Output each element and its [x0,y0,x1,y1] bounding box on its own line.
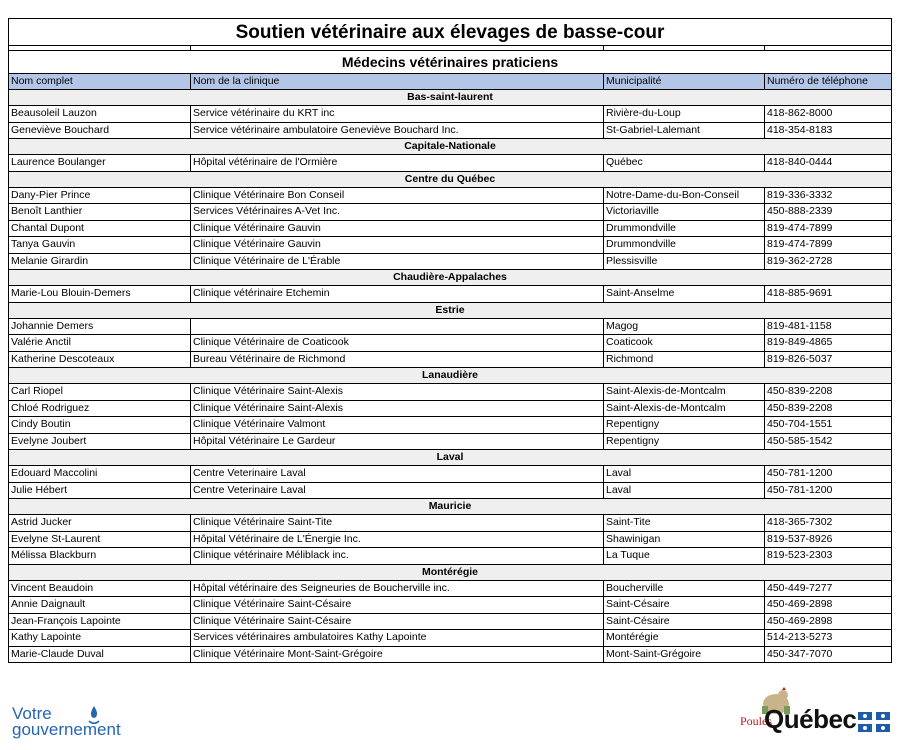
cell-municipality: Richmond [604,351,765,368]
cell-name: Dany-Pier Prince [9,187,191,204]
cell-phone: 450-781-1200 [765,466,892,483]
table-row [9,482,892,499]
cell-municipality: Saint-Tite [604,515,765,532]
cell-phone: 418-365-7302 [765,515,892,532]
title-row [9,19,892,46]
cell-clinic: Hôpital vétérinaire des Seigneuries de Boucherville inc. [191,580,604,597]
cell-name: Chantal Dupont [9,220,191,237]
cell-name: Annie Daignault [9,597,191,614]
table-row [9,204,892,221]
cell-name: Marie-Claude Duval [9,646,191,663]
cell-name: Katherine Descoteaux [9,351,191,368]
cell-municipality: Québec [604,155,765,172]
cell-municipality: Drummondville [604,220,765,237]
table-row [9,187,892,204]
cell-phone: 450-704-1551 [765,417,892,434]
cell-municipality: Saint-Anselme [604,286,765,303]
section-subtitle: Médecins vétérinaires praticiens [9,51,892,74]
poules-badge: Poules [740,714,773,728]
cell-municipality: Saint-Alexis-de-Montcalm [604,384,765,401]
cell-clinic: Services vétérinaires ambulatoires Kathy Lapointe [191,630,604,647]
cell-clinic: Clinique Vétérinaire Valmont [191,417,604,434]
cell-clinic: Clinique Vétérinaire Saint-Alexis [191,384,604,401]
document-title: Soutien vétérinaire aux élevages de basse-cour [9,19,892,46]
cell-phone: 450-469-2898 [765,597,892,614]
cell-clinic: Clinique Vétérinaire de Coaticook [191,335,604,352]
cell-phone: 819-362-2728 [765,253,892,270]
cell-clinic: Bureau Vétérinaire de Richmond [191,351,604,368]
region-name: Bas-saint-laurent [9,90,892,106]
cell-name: Beausoleil Lauzon [9,106,191,123]
cell-name: Kathy Lapointe [9,630,191,647]
cell-phone: 418-885-9691 [765,286,892,303]
cell-phone: 819-474-7899 [765,220,892,237]
table-row [9,155,892,172]
cell-municipality: La Tuque [604,548,765,565]
region-name: Chaudière-Appalaches [9,270,892,286]
region-name: Mauricie [9,499,892,515]
table-row [9,597,892,614]
region-name: Montérégie [9,564,892,580]
region-header-row [9,139,892,155]
table-row [9,286,892,303]
table-row [9,400,892,417]
region-header-row [9,564,892,580]
cell-clinic: Clinique Vétérinaire Mont-Saint-Grégoire [191,646,604,663]
cell-clinic: Clinique Vétérinaire Bon Conseil [191,187,604,204]
cell-municipality: Montérégie [604,630,765,647]
table-row [9,106,892,123]
cell-name: Melanie Girardin [9,253,191,270]
votre-gouvernement-logo [12,705,152,741]
region-name: Estrie [9,302,892,318]
table-row [9,515,892,532]
table-row [9,466,892,483]
cell-name: Carl Riopel [9,384,191,401]
cell-phone: 819-474-7899 [765,237,892,254]
quebec-flag-icon [858,712,890,732]
cell-clinic: Hôpital Vétérinaire Le Gardeur [191,433,604,450]
cell-name: Astrid Jucker [9,515,191,532]
cell-clinic: Clinique Vétérinaire Gauvin [191,237,604,254]
column-header-phone: Numéro de téléphone [765,74,892,90]
cell-phone: 450-347-7070 [765,646,892,663]
cell-clinic: Clinique vétérinaire Etchemin [191,286,604,303]
vet-directory-table [8,18,892,663]
table-row [9,580,892,597]
cell-municipality: Drummondville [604,237,765,254]
table-row [9,630,892,647]
column-header-clinic: Nom de la clinique [191,74,604,90]
table-row [9,548,892,565]
cell-name: Jean-François Lapointe [9,613,191,630]
column-header-municipality: Municipalité [604,74,765,90]
drop-leaf-icon [86,705,102,727]
cell-municipality: Saint-Césaire [604,613,765,630]
cell-municipality: Laval [604,466,765,483]
cell-phone: 450-888-2339 [765,204,892,221]
cell-municipality: Saint-Alexis-de-Montcalm [604,400,765,417]
region-name: Lanaudière [9,368,892,384]
column-header-name: Nom complet [9,74,191,90]
cell-name: Evelyne Joubert [9,433,191,450]
cell-name: Benoît Lanthier [9,204,191,221]
cell-name: Geneviève Bouchard [9,122,191,139]
cell-municipality: Shawinigan [604,531,765,548]
cell-municipality: Notre-Dame-du-Bon-Conseil [604,187,765,204]
cell-phone: 418-862-8000 [765,106,892,123]
cell-name: Tanya Gauvin [9,237,191,254]
cell-name: Evelyne St-Laurent [9,531,191,548]
logo-line-gouvernement: gouvernement [12,720,121,739]
region-header-row [9,499,892,515]
table-row [9,417,892,434]
cell-name: Mélissa Blackburn [9,548,191,565]
cell-phone: 819-849-4865 [765,335,892,352]
cell-municipality: Mont-Saint-Grégoire [604,646,765,663]
logo-line-votre: Votre [12,704,52,723]
region-header-row [9,90,892,106]
cell-clinic: Clinique Vétérinaire de L'Érable [191,253,604,270]
cell-phone: 514-213-5273 [765,630,892,647]
cell-phone: 819-336-3332 [765,187,892,204]
table-row [9,351,892,368]
cell-phone: 450-469-2898 [765,613,892,630]
region-header-row [9,171,892,187]
cell-municipality: Magog [604,318,765,335]
cell-phone: 819-537-8926 [765,531,892,548]
cell-name: Julie Hébert [9,482,191,499]
table-row [9,384,892,401]
table-row [9,531,892,548]
table-row [9,220,892,237]
cell-phone: 450-781-1200 [765,482,892,499]
region-header-row [9,450,892,466]
table-row [9,433,892,450]
region-header-row [9,368,892,384]
cell-clinic: Services Vétérinaires A-Vet Inc. [191,204,604,221]
cell-name: Edouard Maccolini [9,466,191,483]
cell-phone: 450-839-2208 [765,400,892,417]
cell-clinic: Centre Veterinaire Laval [191,466,604,483]
cell-phone: 450-449-7277 [765,580,892,597]
cell-phone: 819-523-2303 [765,548,892,565]
region-header-row [9,270,892,286]
cell-clinic: Clinique Vétérinaire Saint-Alexis [191,400,604,417]
cell-phone: 450-839-2208 [765,384,892,401]
cell-municipality: Saint-Césaire [604,597,765,614]
table-row [9,122,892,139]
cell-municipality: Repentigny [604,433,765,450]
table-row [9,237,892,254]
cell-phone: 450-585-1542 [765,433,892,450]
cell-name: Chloé Rodriguez [9,400,191,417]
cell-clinic [191,318,604,335]
table-row [9,646,892,663]
cell-phone: 819-826-5037 [765,351,892,368]
column-header-row [9,74,892,90]
table-row [9,613,892,630]
cell-municipality: Repentigny [604,417,765,434]
cell-clinic: Clinique Vétérinaire Saint-Tite [191,515,604,532]
cell-clinic: Clinique Vétérinaire Gauvin [191,220,604,237]
table-row [9,335,892,352]
cell-name: Marie-Lou Blouin-Demers [9,286,191,303]
cell-clinic: Clinique Vétérinaire Saint-Césaire [191,597,604,614]
cell-name: Johannie Demers [9,318,191,335]
cell-clinic: Service vétérinaire du KRT inc [191,106,604,123]
region-header-row [9,302,892,318]
cell-name: Vincent Beaudoin [9,580,191,597]
cell-municipality: Coaticook [604,335,765,352]
cell-municipality: St-Gabriel-Lalemant [604,122,765,139]
cell-clinic: Clinique vétérinaire Méliblack inc. [191,548,604,565]
quebec-logo [736,686,896,742]
subtitle-row [9,51,892,74]
table-row [9,253,892,270]
cell-municipality: Rivière-du-Loup [604,106,765,123]
cell-phone: 819-481-1158 [765,318,892,335]
cell-municipality: Plessisville [604,253,765,270]
cell-municipality: Victoriaville [604,204,765,221]
cell-municipality: Boucherville [604,580,765,597]
cell-name: Laurence Boulanger [9,155,191,172]
cell-phone: 418-354-8183 [765,122,892,139]
cell-clinic: Clinique Vétérinaire Saint-Césaire [191,613,604,630]
cell-phone: 418-840-0444 [765,155,892,172]
cell-clinic: Centre Veterinaire Laval [191,482,604,499]
cell-clinic: Hôpital Vétérinaire de L'Énergie Inc. [191,531,604,548]
cell-municipality: Laval [604,482,765,499]
region-name: Laval [9,450,892,466]
cell-clinic: Service vétérinaire ambulatoire Geneviève Bouchard Inc. [191,122,604,139]
cell-name: Valérie Anctil [9,335,191,352]
quebec-wordmark: Québec [764,704,857,734]
region-name: Centre du Québec [9,171,892,187]
region-name: Capitale-Nationale [9,139,892,155]
cell-clinic: Hôpital vétérinaire de l'Ormière [191,155,604,172]
cell-name: Cindy Boutin [9,417,191,434]
table-row [9,318,892,335]
